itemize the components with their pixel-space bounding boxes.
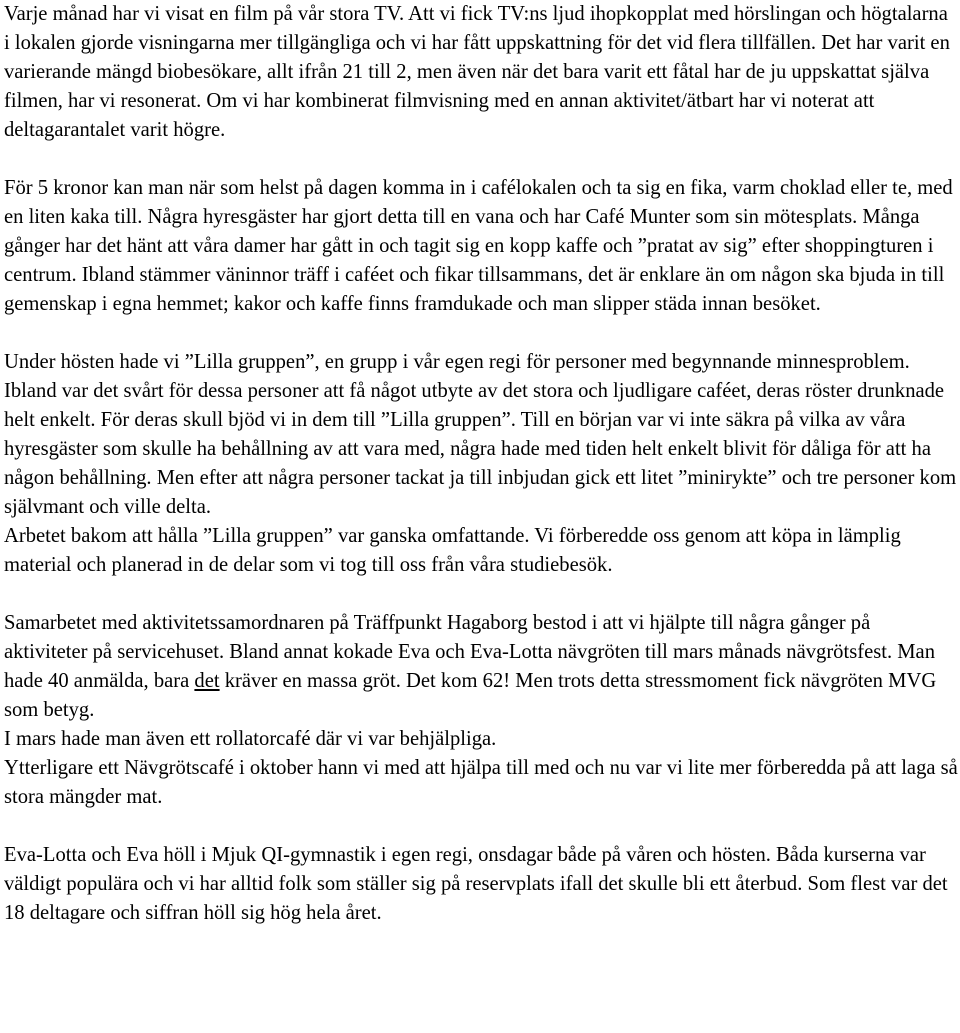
paragraph-navgrotscafe: Ytterligare ett Nävgrötscafé i oktober hann vi med att hjälpa till med och nu var vi lite mer förberedda på att laga så stora mängder mat. [4,757,958,808]
paragraph-rollatorcafe: I mars hade man även ett rollatorcafé där vi var behjälpliga. [4,728,497,750]
paragraph-gymnastik: Eva-Lotta och Eva höll i Mjuk QI-gymnastik i egen regi, onsdagar både på våren och hösten. Båda kurserna var väldigt populära och vi har alltid folk som ställer sig på reservplats ifall det skulle bli ett återbud. Som flest var det 18 deltagare och siffran höll sig hög hela året. [4,844,948,924]
paragraph-cafe: För 5 kronor kan man när som helst på dagen komma in i cafélokalen och ta sig en fika, varm choklad eller te, med en liten kaka till. Några hyresgäster har gjort detta till en vana och har Café Munter som sin mötesplats. Många gånger har det hänt att våra damer har gått in och tagit sig en kopp kaffe och ”pratat av sig” efter shoppingturen i centrum. Ibland stämmer väninnor träff i caféet och fikar tillsammans, det är enklare än om någon ska bjuda in till gemenskap i egna hemmet; kakor och kaffe finns framdukade och man slipper städa innan besöket. [4,177,953,315]
paragraph-samarbetet [4,609,958,725]
paragraph-arbetet: Arbetet bakom att hålla ”Lilla gruppen” var ganska omfattande. Vi förberedde oss genom att köpa in lämplig material och planerad in de delar som vi tog till oss från våra studiebesök. [4,525,901,576]
paragraph-samarbetet-text-1: Samarbetet med aktivitetssamordnaren på Träffpunkt Hagaborg bestod i att vi hjälpte till några gånger på aktiviteter på servicehuset. Bland annat kokade Eva och Eva-Lotta nävgröten till mars månads nävgrötsfest. Man hade 40 anmälda, bara [4,612,935,692]
paragraph-film: Varje månad har vi visat en film på vår stora TV. Att vi fick TV:ns ljud ihopkopplat med hörslingan och högtalarna i lokalen gjorde visningarna mer tillgängliga och vi har fått uppskattning för det vid flera tillfällen. Det har varit en varierande mängd biobesökare, allt ifrån 21 till 2, men även när det bara varit ett fåtal har de ju uppskattat själva filmen, har vi resonerat. Om vi har kombinerat filmvisning med en annan aktivitet/ätbart har vi noterat att deltagarantalet varit högre. [4,3,950,141]
paragraph-lilla-gruppen: Under hösten hade vi ”Lilla gruppen”, en grupp i vår egen regi för personer med begynnande minnesproblem. Ibland var det svårt för dessa personer att få något utbyte av det stora och ljudligare caféet, deras röster drunknade helt enkelt. För deras skull bjöd vi in dem till ”Lilla gruppen”. Till en början var vi inte säkra på vilka av våra hyresgäster som skulle ha behållning av att vara med, några hade med tiden helt enkelt blivit för dåliga för att ha någon behållning. Men efter att några personer tackat ja till inbjudan gick ett litet ”minirykte” och tre personer kom självmant och ville delta. [4,351,957,518]
paragraph-gap [4,812,958,841]
paragraph-samarbetet-text-2: kräver en massa gröt. Det kom 62! Men trots detta stressmoment fick nävgröten MVG som betyg. [4,670,937,721]
paragraph-gap [4,145,958,174]
underlined-word: det [194,670,220,692]
document-page [4,0,958,928]
paragraph-gap [4,580,958,609]
paragraph-gap [4,319,958,348]
